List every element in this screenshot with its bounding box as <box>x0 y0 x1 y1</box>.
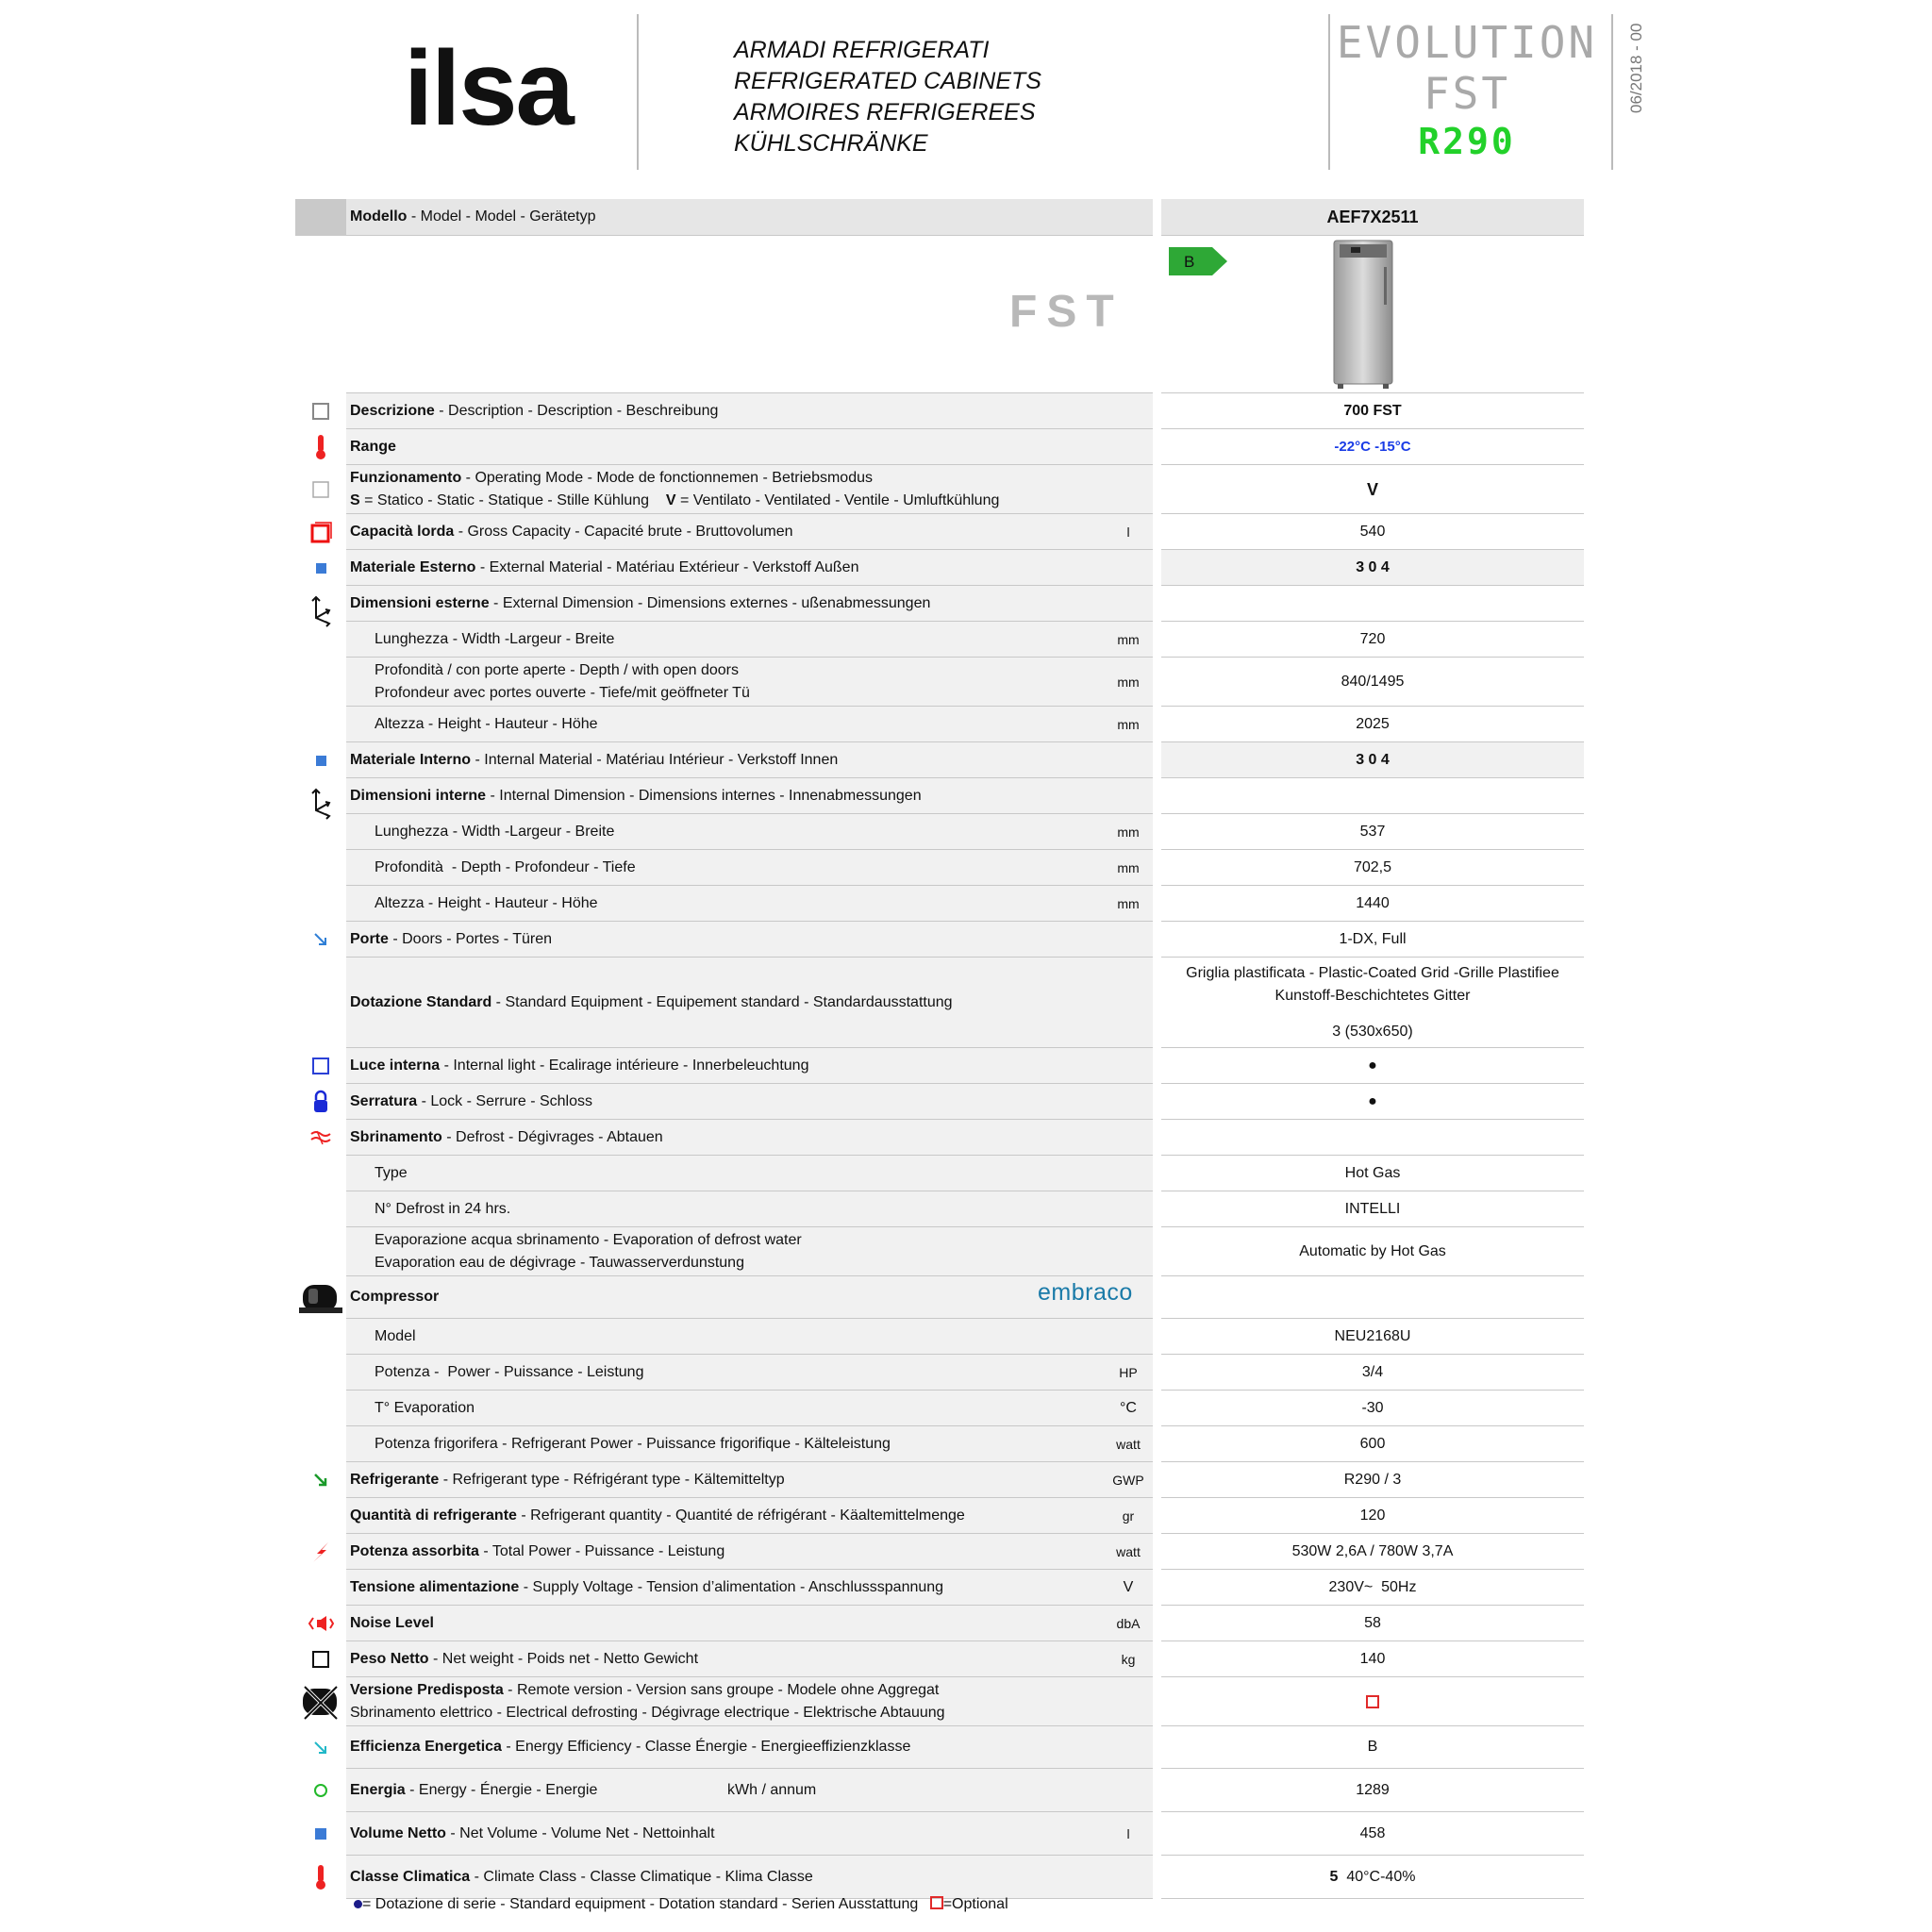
speaker-icon <box>308 1614 334 1633</box>
blue-square-icon <box>311 1824 330 1843</box>
row-external-material: Materiale Esterno - External Material - Matériau Extérieur - Verkstoff Außen 3 0 4 <box>0 550 1932 586</box>
row-refrigerating-power: Potenza frigorifera - Refrigerant Power - Puissance frigorifique - Kälteleistung watt 600 <box>0 1426 1932 1462</box>
row-compressor: Compressor <box>0 1276 1932 1319</box>
row-internal-material: Materiale Interno - Internal Material - Matériau Intérieur - Verkstoff Innen 3 0 4 <box>0 742 1932 778</box>
defrost-icon <box>309 1128 332 1147</box>
embraco-logo: embraco <box>1038 1279 1133 1306</box>
light-square-icon <box>311 1057 330 1075</box>
energy-class-badge <box>1169 247 1227 275</box>
energy-class-letter: B <box>1184 253 1195 271</box>
row-int-depth: Profondità - Depth - Profondeur - Tiefe mm 702,5 <box>0 850 1932 886</box>
title-it: ARMADI REFRIGERATI <box>734 37 990 63</box>
square-outline-icon <box>311 480 330 499</box>
model-value: AEF7X2511 <box>1161 199 1584 236</box>
refrigerant-badge: R290 <box>1418 121 1516 162</box>
legend-footer <box>354 1896 1008 1913</box>
standard-dot-icon <box>354 1900 362 1908</box>
row-internal-dimensions: Dimensioni interne - Internal Dimension - Dimensions internes - Innenabmessungen <box>0 778 1932 814</box>
row-defrost-count: N° Defrost in 24 hrs. INTELLI <box>0 1191 1932 1227</box>
legend-standard: = Dotazione di serie - Standard equipment - Dotation standard - Serien Ausstattung <box>362 1896 919 1912</box>
lock-icon <box>311 1090 330 1114</box>
cabinet-image <box>1332 239 1394 390</box>
thermometer-icon <box>311 434 330 460</box>
row-standard-equipment: Dotazione Standard - Standard Equipment - Equipement standard - Standardausstattung Griglia plastificata - Plastic-Coated Grid -Grille Plastifiee Kunstoff-Beschichtetes Gitter 3 (530x650) <box>0 958 1932 1048</box>
row-int-height: Altezza - Height - Hauteur - Höhe mm 1440 <box>0 886 1932 922</box>
thermometer-icon <box>311 1864 330 1890</box>
optional-box-icon <box>930 1896 943 1909</box>
row-refrigerant-quantity: Quantità di refrigerante - Refrigerant quantity - Quantité de réfrigérant - Käaltemittelmenge gr 120 <box>0 1498 1932 1534</box>
row-defrost-type: Type Hot Gas <box>0 1156 1932 1191</box>
row-external-dimensions: Dimensioni esterne - External Dimension - Dimensions externes - ußenabmessungen <box>0 586 1932 622</box>
row-ext-depth: Profondità / con porte aperte - Depth / with open doors Profondeur avec portes ouverte - Tiefe/mit geöffneter Tü mm 840/1495 <box>0 658 1932 707</box>
fst-label: FST <box>1009 287 1124 337</box>
capacity-box-icon <box>309 521 332 543</box>
row-refrigerant: Refrigerante - Refrigerant type - Réfrigérant type - Kältemitteltyp GWP R290 / 3 <box>0 1462 1932 1498</box>
arrow-down-right-icon <box>311 930 330 949</box>
header-divider <box>1611 14 1613 170</box>
row-evaporation-temp: T° Evaporation °C -30 <box>0 1391 1932 1426</box>
row-compressor-power: Potenza - Power - Puissance - Leistung HP 3/4 <box>0 1355 1932 1391</box>
row-description: Descrizione - Description - Description - Beschreibung 700 FST <box>0 393 1932 429</box>
row-ext-width: Lunghezza - Width -Largeur - Breite mm 720 <box>0 622 1932 658</box>
legend-optional: =Optional <box>942 1896 1008 1912</box>
image-row <box>0 236 1932 393</box>
row-remote-version: Versione Predisposta - Remote version - Version sans groupe - Modele ohne Aggregat Sbrinamento elettrico - Electrical defrosting - Dégivrage electrique - Elektrische Abtauung <box>0 1677 1932 1726</box>
row-supply-voltage: Tensione alimentazione - Supply Voltage - Tension d’alimentation - Anschlussspannung V 230V~ 50Hz <box>0 1570 1932 1606</box>
green-circle-icon <box>311 1781 330 1800</box>
weight-square-icon <box>311 1650 330 1669</box>
lightning-icon <box>309 1541 332 1563</box>
title-fr: ARMOIRES REFRIGEREES <box>734 99 1036 125</box>
header-divider <box>637 14 639 170</box>
blue-square-icon <box>311 751 330 770</box>
series-line2: FST <box>1423 68 1511 119</box>
series-block <box>1330 17 1604 164</box>
blue-square-icon <box>311 558 330 577</box>
green-arrow-icon <box>311 1471 330 1490</box>
row-ext-height: Altezza - Height - Hauteur - Höhe mm 2025 <box>0 707 1932 742</box>
model-row: Modello - Model - Model - Gerätetyp AEF7X2511 <box>0 199 1932 236</box>
row-energy-efficiency: Efficienza Energetica - Energy Efficiency - Classe Énergie - Energieeffizienzklasse B <box>0 1726 1932 1769</box>
date-code: 06/2018 - 00 <box>1627 23 1645 113</box>
row-noise-level: Noise Level dbA 58 <box>0 1606 1932 1641</box>
row-gross-capacity: Capacità lorda - Gross Capacity - Capacité brute - Bruttovolumen l 540 <box>0 514 1932 550</box>
product-family-titles <box>734 35 1041 159</box>
compressor-icon <box>299 1279 342 1317</box>
row-compressor-model: Model NEU2168U <box>0 1319 1932 1355</box>
row-net-volume: Volume Netto - Net Volume - Volume Net - Nettoinhalt l 458 <box>0 1812 1932 1856</box>
row-climate-class: Classe Climatica - Climate Class - Classe Climatique - Klima Classe 5 40°C-40% <box>0 1856 1932 1899</box>
row-net-weight: Peso Netto - Net weight - Poids net - Netto Gewicht kg 140 <box>0 1641 1932 1677</box>
row-lock: Serratura - Lock - Serrure - Schloss ● <box>0 1084 1932 1120</box>
row-energy: Energia - Energy - Énergie - Energie kWh / annum 1289 <box>0 1769 1932 1812</box>
title-en: REFRIGERATED CABINETS <box>734 68 1041 94</box>
row-defrost-evaporation: Evaporazione acqua sbrinamento - Evaporation of defrost water Evaporation eau de dégivrage - Tauwasserverdunstung Automatic by Hot Gas <box>0 1227 1932 1276</box>
row-range: Range -22°C -15°C <box>0 429 1932 465</box>
row-doors: Porte - Doors - Portes - Türen 1-DX, Full <box>0 922 1932 958</box>
row-int-width: Lunghezza - Width -Largeur - Breite mm 537 <box>0 814 1932 850</box>
optional-box-icon <box>1366 1695 1379 1708</box>
cyan-arrow-icon <box>311 1739 330 1757</box>
row-absorbed-power: Potenza assorbita - Total Power - Puissance - Leistung watt 530W 2,6A / 780W 3,7A <box>0 1534 1932 1570</box>
ilsa-logo: ilsa <box>404 29 573 147</box>
compressor-crossed-icon <box>299 1683 342 1721</box>
series-line1: EVOLUTION <box>1336 17 1598 68</box>
row-defrost: Sbrinamento - Defrost - Dégivrages - Abtauen <box>0 1120 1932 1156</box>
square-outline-icon <box>311 402 330 421</box>
row-internal-light: Luce interna - Internal light - Ecalirage intérieure - Innerbeleuchtung ● <box>0 1048 1932 1084</box>
row-operating-mode: Funzionamento - Operating Mode - Mode de fonctionnemen - Betriebsmodus S = Statico - Static - Statique - Stille Kühlung V = Ventilato - Ventilated - Ventile - Umluftkühlung V <box>0 465 1932 514</box>
title-de: KÜHLSCHRÄNKE <box>734 130 928 157</box>
